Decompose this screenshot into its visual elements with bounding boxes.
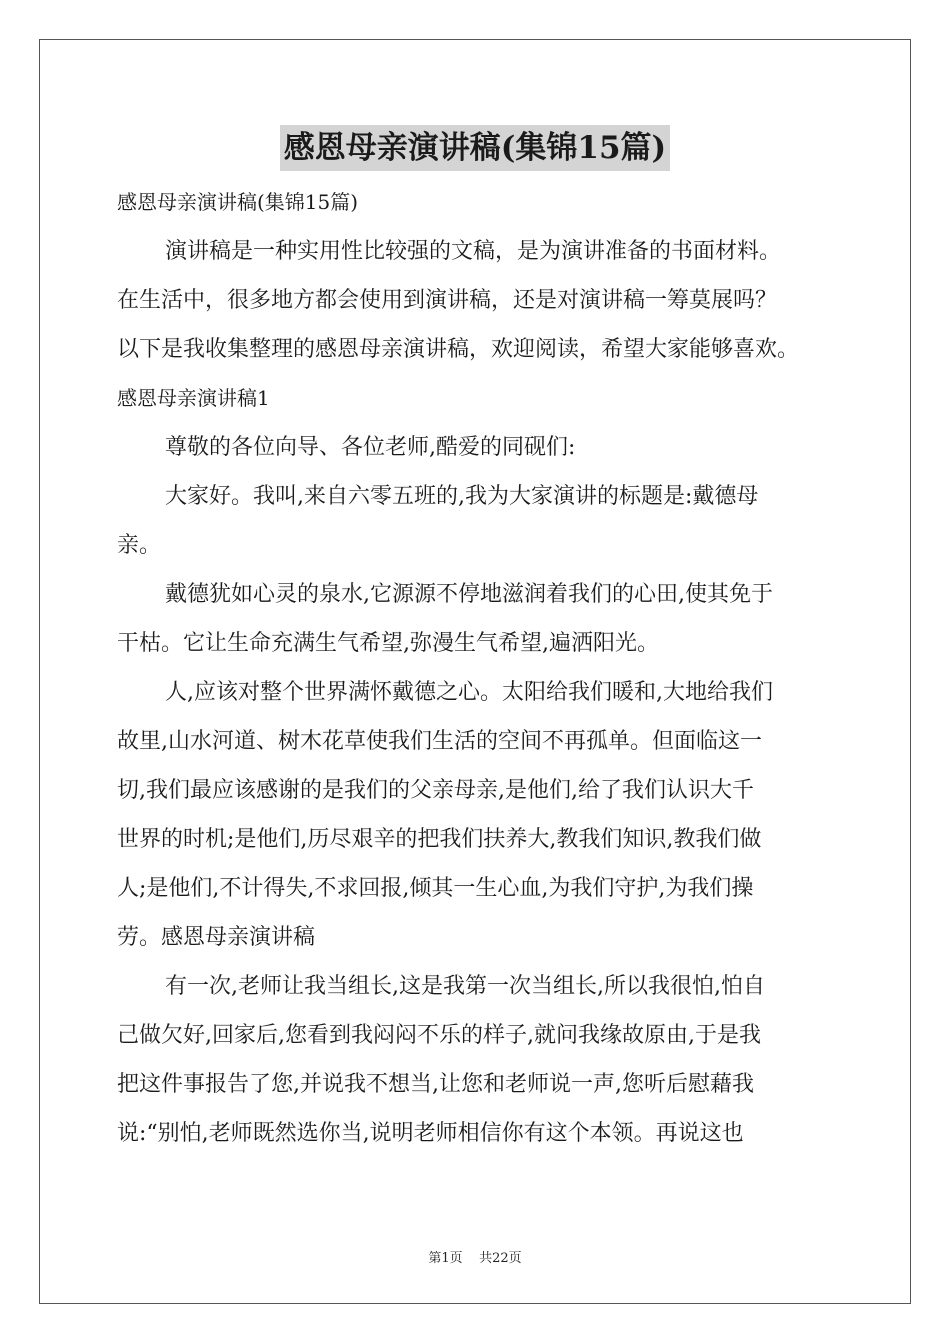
text-line: 故里,山水河道、树木花草使我们生活的空间不再孤单。但面临这一: [117, 729, 762, 754]
document-body: [117, 178, 837, 1158]
text-line: 劳。感恩母亲演讲稿: [117, 925, 316, 950]
text-line: 在生活中，很多地方都会使用到演讲稿，还是对演讲稿一筹莫展吗？: [117, 288, 778, 313]
text-line: 切,我们最应该感谢的是我们的父亲母亲,是他们,给了我们认识大千: [117, 778, 754, 803]
text-line: 感恩母亲演讲稿(集锦15篇): [117, 190, 359, 214]
text-line: 感恩母亲演讲稿1: [117, 386, 270, 410]
text-line: 干枯。它让生命充满生气希望,弥漫生气希望,遍洒阳光。: [117, 631, 659, 656]
text-line: 说:“别怕,老师既然选你当,说明老师相信你有这个本领。再说这也: [117, 1121, 744, 1146]
title-area: [0, 125, 950, 171]
text-line: 大家好。我叫,来自六零五班的,我为大家演讲的标题是:戴德母: [165, 484, 759, 509]
text-line: 以下是我收集整理的感恩母亲演讲稿，欢迎阅读，希望大家能够喜欢。: [117, 337, 800, 362]
page-footer: 第1页 共22页: [428, 1251, 522, 1266]
text-line: 人;是他们,不计得失,不求回报,倾其一生心血,为我们守护,为我们操: [117, 876, 754, 901]
text-line: 戴德犹如心灵的泉水,它源源不停地滋润着我们的心田,使其免于: [165, 582, 773, 607]
text-line: 把这件事报告了您,并说我不想当,让您和老师说一声,您听后慰藉我: [117, 1072, 754, 1097]
text-line: 己做欠好,回家后,您看到我闷闷不乐的样子,就问我缘故原由,于是我: [117, 1023, 761, 1048]
document-title: 感恩母亲演讲稿(集锦15篇): [280, 125, 670, 171]
text-line: 人,应该对整个世界满怀戴德之心。太阳给我们暖和,大地给我们: [165, 680, 773, 705]
text-line: 亲。: [117, 533, 162, 558]
text-line: 有一次,老师让我当组长,这是我第一次当组长,所以我很怕,怕自: [165, 974, 765, 999]
text-line: 世界的时机;是他们,历尽艰辛的把我们扶养大,教我们知识,教我们做: [117, 827, 762, 852]
text-line: 演讲稿是一种实用性比较强的文稿，是为演讲准备的书面材料。: [165, 239, 782, 264]
text-line: 尊敬的各位向导、各位老师,酷爱的同砚们:: [165, 435, 576, 460]
